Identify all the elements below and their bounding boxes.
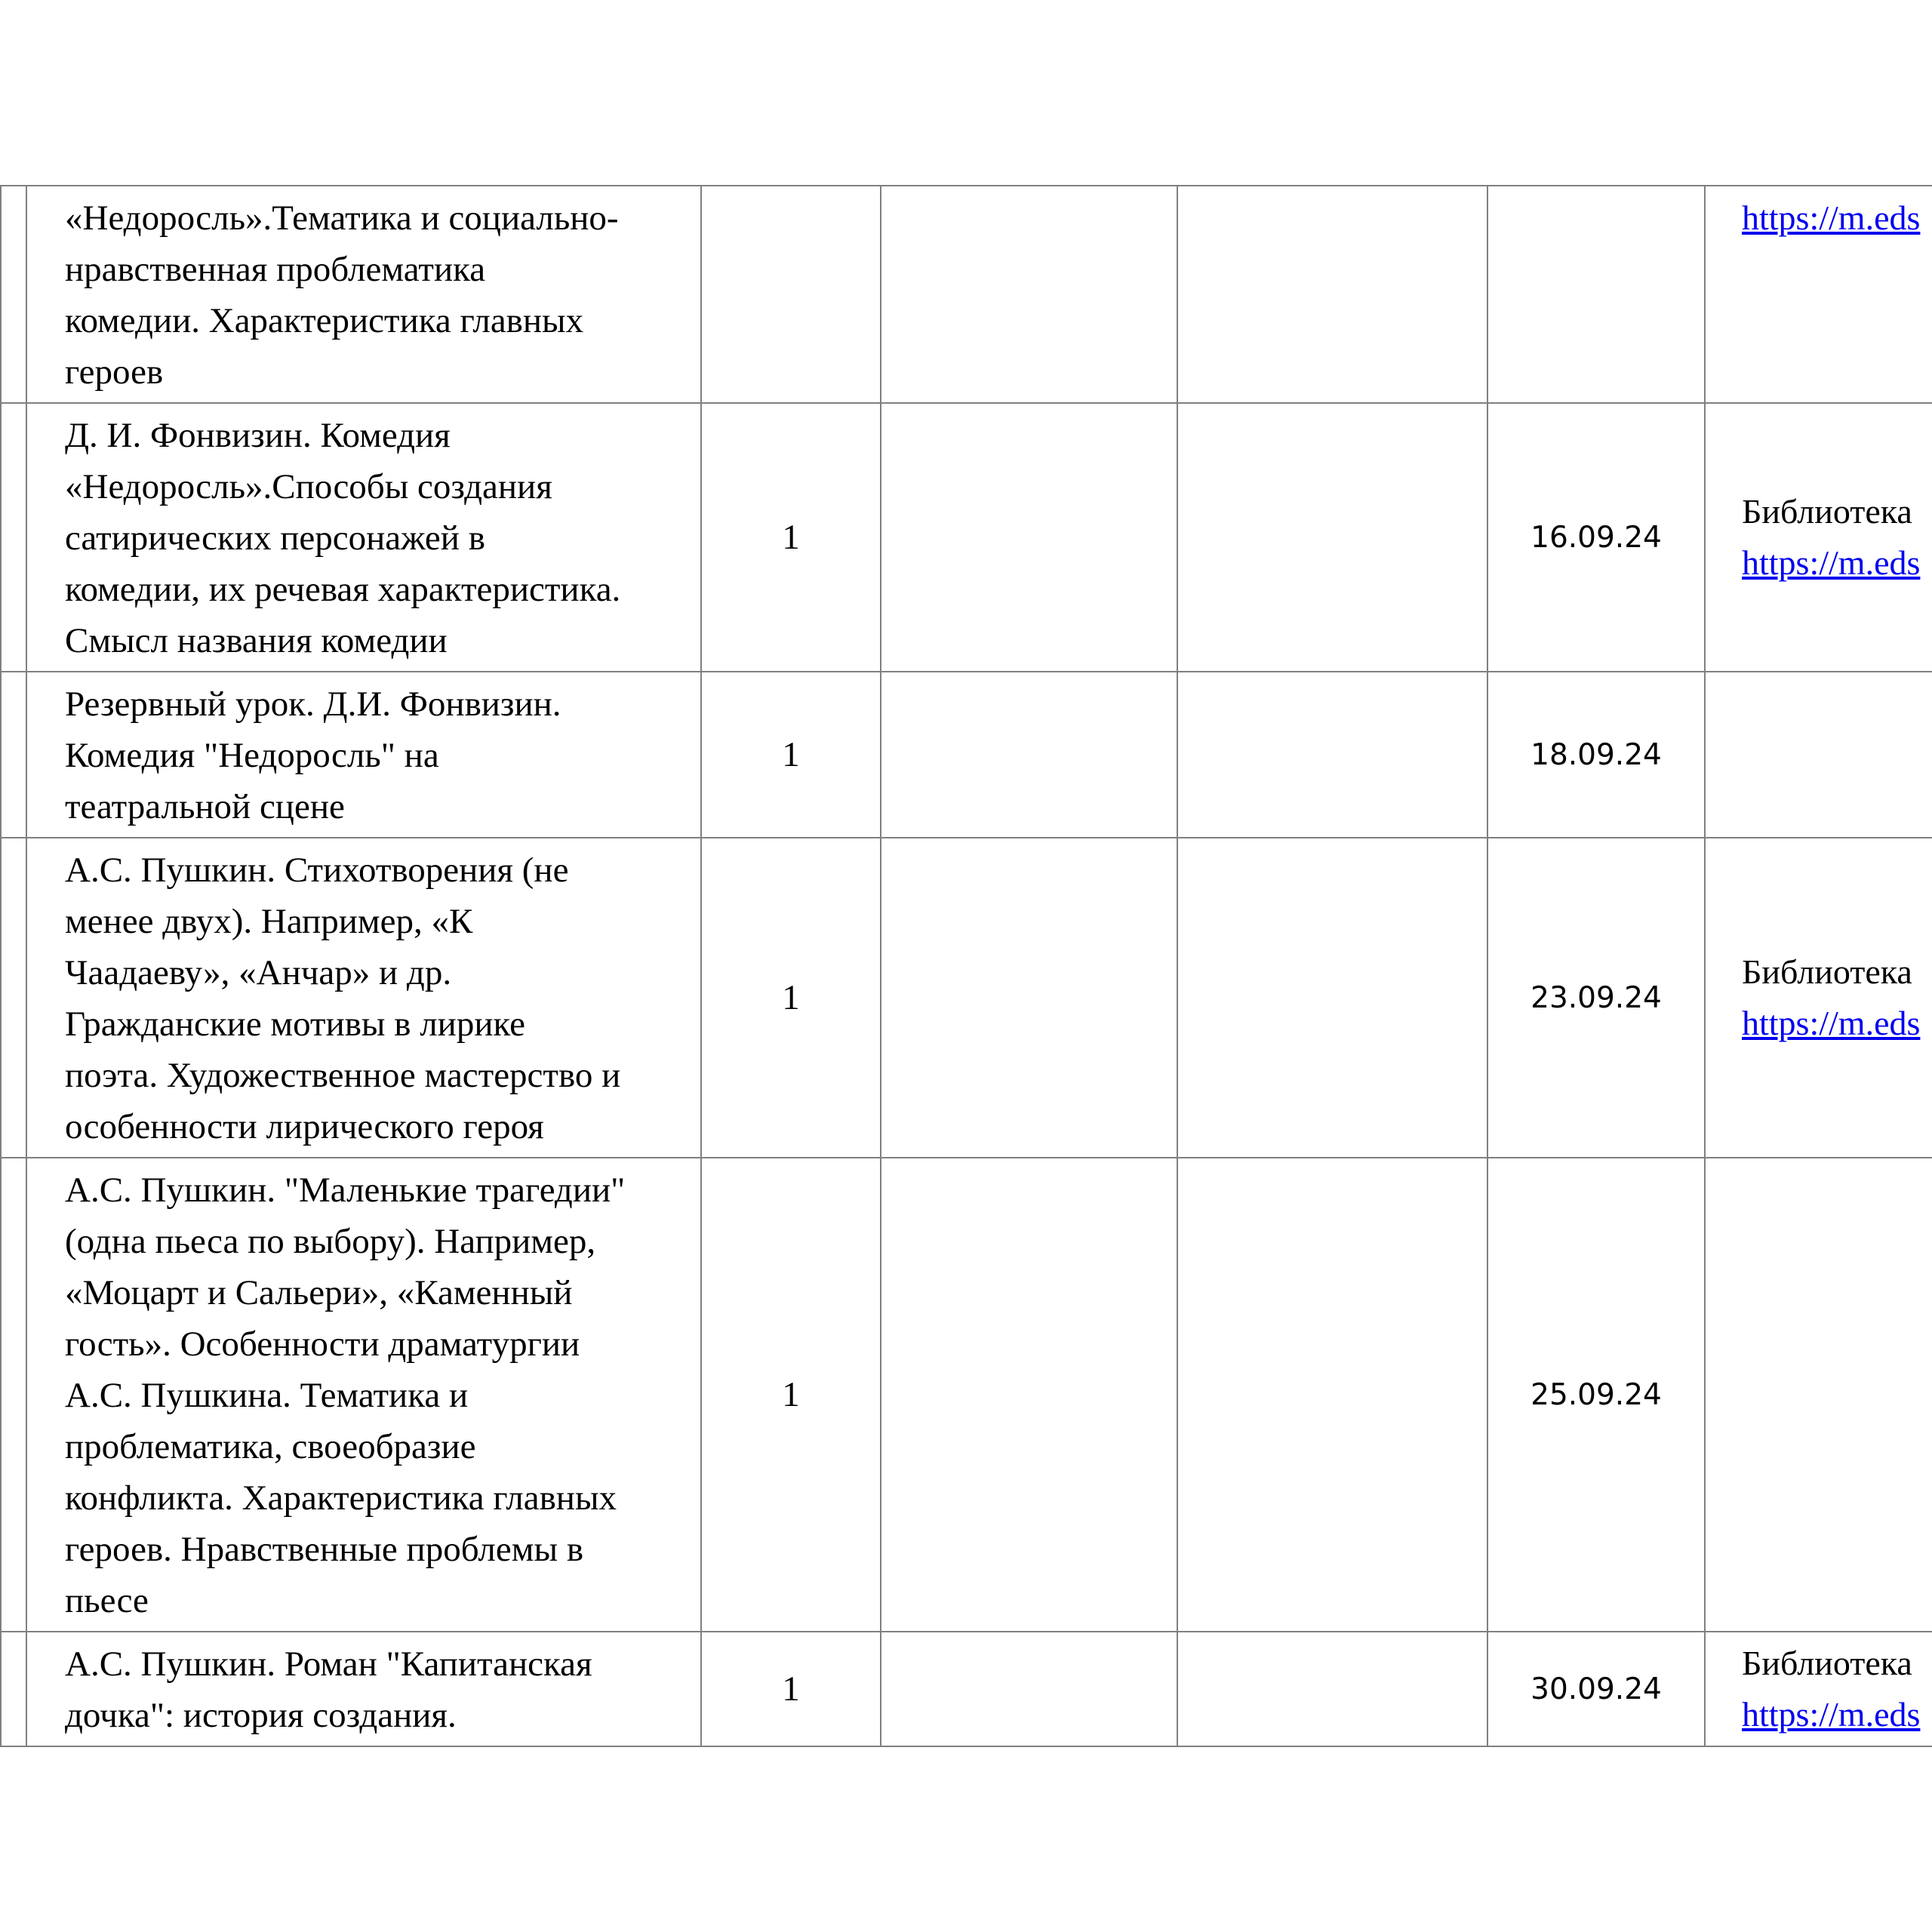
hours-cell: 1: [701, 838, 881, 1158]
table-row: [1, 403, 1932, 672]
practical-work-cell: [1177, 672, 1487, 838]
practical-work-cell: [1177, 1158, 1487, 1632]
lesson-topic: «Недоросль».Тематика и социально- нравственная проблематика комедии. Характеристика главных героев: [26, 186, 701, 403]
row-number-cell: [1, 186, 26, 403]
resource-link[interactable]: https://m.eds: [1742, 543, 1921, 582]
resource-label: Библиотека: [1742, 492, 1912, 531]
lesson-date: 18.09.24: [1487, 672, 1705, 838]
hours-cell: 1: [701, 1158, 881, 1632]
lesson-date: [1487, 186, 1705, 403]
resource-cell: [1705, 1158, 1932, 1632]
lesson-topic: Д. И. Фонвизин. Комедия «Недоросль».Способы создания сатирических персонажей в комедии, их речевая характеристика. Смысл названия комедии: [26, 403, 701, 672]
lesson-date: 25.09.24: [1487, 1158, 1705, 1632]
table-row: [1, 838, 1932, 1158]
control-work-cell: [881, 1158, 1177, 1632]
practical-work-cell: [1177, 838, 1487, 1158]
lesson-topic: А.С. Пушкин. "Маленькие трагедии" (одна пьеса по выбору). Например, «Моцарт и Сальери», «Каменный гость». Особенности драматургии А.С. Пушкина. Тематика и проблематика, своеобразие конфликта. Характеристика главных героев. Нравственные проблемы в пьесе: [26, 1158, 701, 1632]
lesson-plan-table: [0, 185, 1932, 1747]
lesson-topic: А.С. Пушкин. Роман "Капитанская дочка": история создания.: [26, 1632, 701, 1746]
lesson-topic: А.С. Пушкин. Стихотворения (не менее двух). Например, «К Чаадаеву», «Анчар» и др. Гражданские мотивы в лирике поэта. Художественное мастерство и особенности лирического героя: [26, 838, 701, 1158]
lesson-date: 30.09.24: [1487, 1632, 1705, 1746]
control-work-cell: [881, 1632, 1177, 1746]
table-row: [1, 186, 1932, 403]
hours-cell: 1: [701, 672, 881, 838]
resource-link[interactable]: https://m.eds: [1742, 198, 1921, 237]
resource-cell: [1705, 672, 1932, 838]
control-work-cell: [881, 838, 1177, 1158]
lesson-date: 16.09.24: [1487, 403, 1705, 672]
hours-cell: 1: [701, 1632, 881, 1746]
resource-link[interactable]: https://m.eds: [1742, 1004, 1921, 1042]
practical-work-cell: [1177, 186, 1487, 403]
hours-cell: [701, 186, 881, 403]
table-row: [1, 1158, 1932, 1632]
hours-cell: 1: [701, 403, 881, 672]
control-work-cell: [881, 186, 1177, 403]
control-work-cell: [881, 672, 1177, 838]
lesson-date: 23.09.24: [1487, 838, 1705, 1158]
resource-cell: [1705, 1632, 1932, 1746]
resource-cell: [1705, 186, 1932, 403]
lesson-topic: Резервный урок. Д.И. Фонвизин. Комедия "Недоросль" на театральной сцене: [26, 672, 701, 838]
row-number-cell: [1, 1632, 26, 1746]
row-number-cell: [1, 403, 26, 672]
row-number-cell: [1, 1158, 26, 1632]
row-number-cell: [1, 838, 26, 1158]
table-row: [1, 672, 1932, 838]
resource-cell: [1705, 403, 1932, 672]
practical-work-cell: [1177, 1632, 1487, 1746]
resource-link[interactable]: https://m.eds: [1742, 1695, 1921, 1734]
control-work-cell: [881, 403, 1177, 672]
table-row: [1, 1632, 1932, 1746]
resource-cell: [1705, 838, 1932, 1158]
resource-label: Библиотека: [1742, 952, 1912, 991]
practical-work-cell: [1177, 403, 1487, 672]
resource-label: Библиотека: [1742, 1644, 1912, 1682]
row-number-cell: [1, 672, 26, 838]
